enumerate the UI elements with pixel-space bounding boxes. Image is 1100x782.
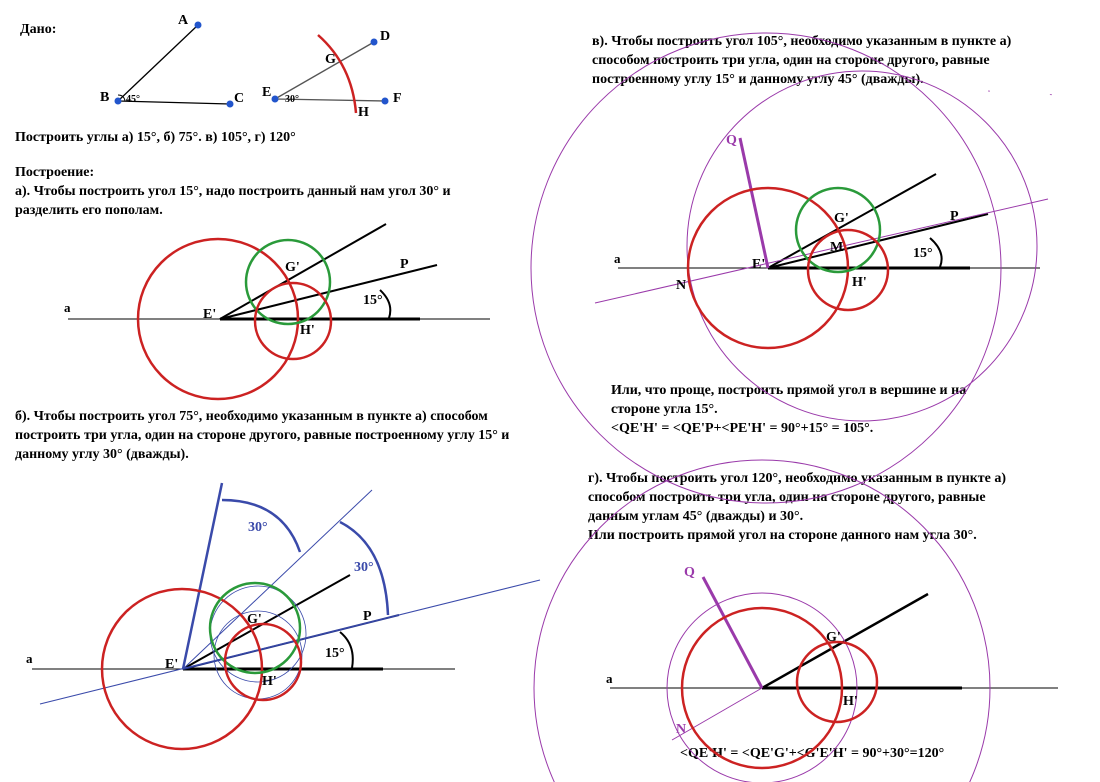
diagram-part-a [64,224,490,399]
label-g-prime: G' [285,260,300,275]
label-h-prime: H' [262,674,277,689]
label-h: H [358,105,369,120]
label-m: M [830,240,844,255]
given-title: Дано: [20,22,57,37]
label-a-line: a [614,251,621,266]
label-g-prime: G' [826,630,841,645]
label-angle-45: 45° [126,94,140,105]
label-p: P [363,609,372,624]
point-f [382,98,389,105]
point-e [272,96,279,103]
label-h-prime: H' [843,694,858,709]
label-c: C [234,91,245,106]
point-c [227,101,234,108]
label-q: Q [684,565,695,580]
label-p: P [950,209,959,224]
point-d [371,39,378,46]
label-angle-30-first: 30° [248,520,268,535]
part-a-line-1: а). Чтобы построить угол 15°, надо построить данный нам угол 30° и [15,184,451,199]
part-v-line-3: построенному углу 15° и данному углу 45° (дважды). [592,72,924,87]
label-e-prime: E' [165,657,179,672]
label-e-prime: E' [752,257,766,272]
label-f: F [393,91,402,106]
label-angle-15: 15° [913,246,933,261]
given-angle-abc [100,13,244,108]
task-statement: Построить углы а) 15°, б) 75°. в) 105°, г) 120° [15,130,296,145]
label-h-prime: H' [852,275,867,290]
part-b-line-1: б). Чтобы построить угол 75°, необходимо указанным в пункте а) способом [15,409,488,424]
part-b-line-2: построить три угла, один на стороне другого, равные построенному углу 15° и [15,428,510,443]
label-a-line: a [64,300,71,315]
label-angle-15: 15° [363,293,383,308]
label-b: B [100,90,110,105]
label-g: G [325,52,336,67]
part-g-line-4: Или построить прямой угол на стороне данного нам угла 30°. [588,528,977,543]
label-e: E [262,85,272,100]
part-g-line-1: г). Чтобы построить угол 120°, необходимо указанным в пункте а) [588,471,1007,486]
label-g-prime: G' [247,612,262,627]
diagram-part-v [531,33,1056,503]
label-h-prime: H' [300,323,315,338]
given-angle-def [262,29,402,120]
label-d: D [380,29,391,44]
diagram-part-g [534,460,1058,782]
label-n: N [676,722,687,737]
label-p: P [400,257,409,272]
label-angle-15: 15° [325,646,345,661]
label-q: Q [726,133,737,148]
part-a-line-2: разделить его пополам. [15,203,163,218]
label-a-line: a [26,651,33,666]
label-a: A [178,13,189,28]
part-v-line-1: в). Чтобы построить угол 105°, необходимо указанным в пункте а) [592,34,1012,49]
part-v-formula: <QE'H' = <QE'P+<PE'H' = 90°+15° = 105°. [611,421,874,436]
part-g-formula: <QE'H' = <QE'G'+<G'E'H' = 90°+30°=120° [680,746,945,761]
part-b-line-3: данному углу 30° (дважды). [15,447,189,462]
point-b [115,98,122,105]
part-g-line-3: данным углам 45° (дважды) и 30°. [588,509,804,524]
label-e-prime: E' [203,307,217,322]
point-a [195,22,202,29]
part-v-alt-line-1: Или, что проще, построить прямой угол в вершине и на [611,383,967,398]
diagram-part-b [26,483,540,749]
label-a-line: a [606,671,613,686]
label-n: N [676,278,687,293]
label-g-prime: G' [834,211,849,226]
part-v-alt-line-2: стороне угла 15°. [611,402,718,417]
label-angle-30: 30° [285,94,299,105]
construction-title: Построение: [15,165,95,180]
part-g-line-2: способом построить три угла, один на стороне другого, равные [588,490,986,505]
part-v-line-2: способом построить три угла, один на стороне другого, равные [592,53,990,68]
label-angle-30-second: 30° [354,560,374,575]
